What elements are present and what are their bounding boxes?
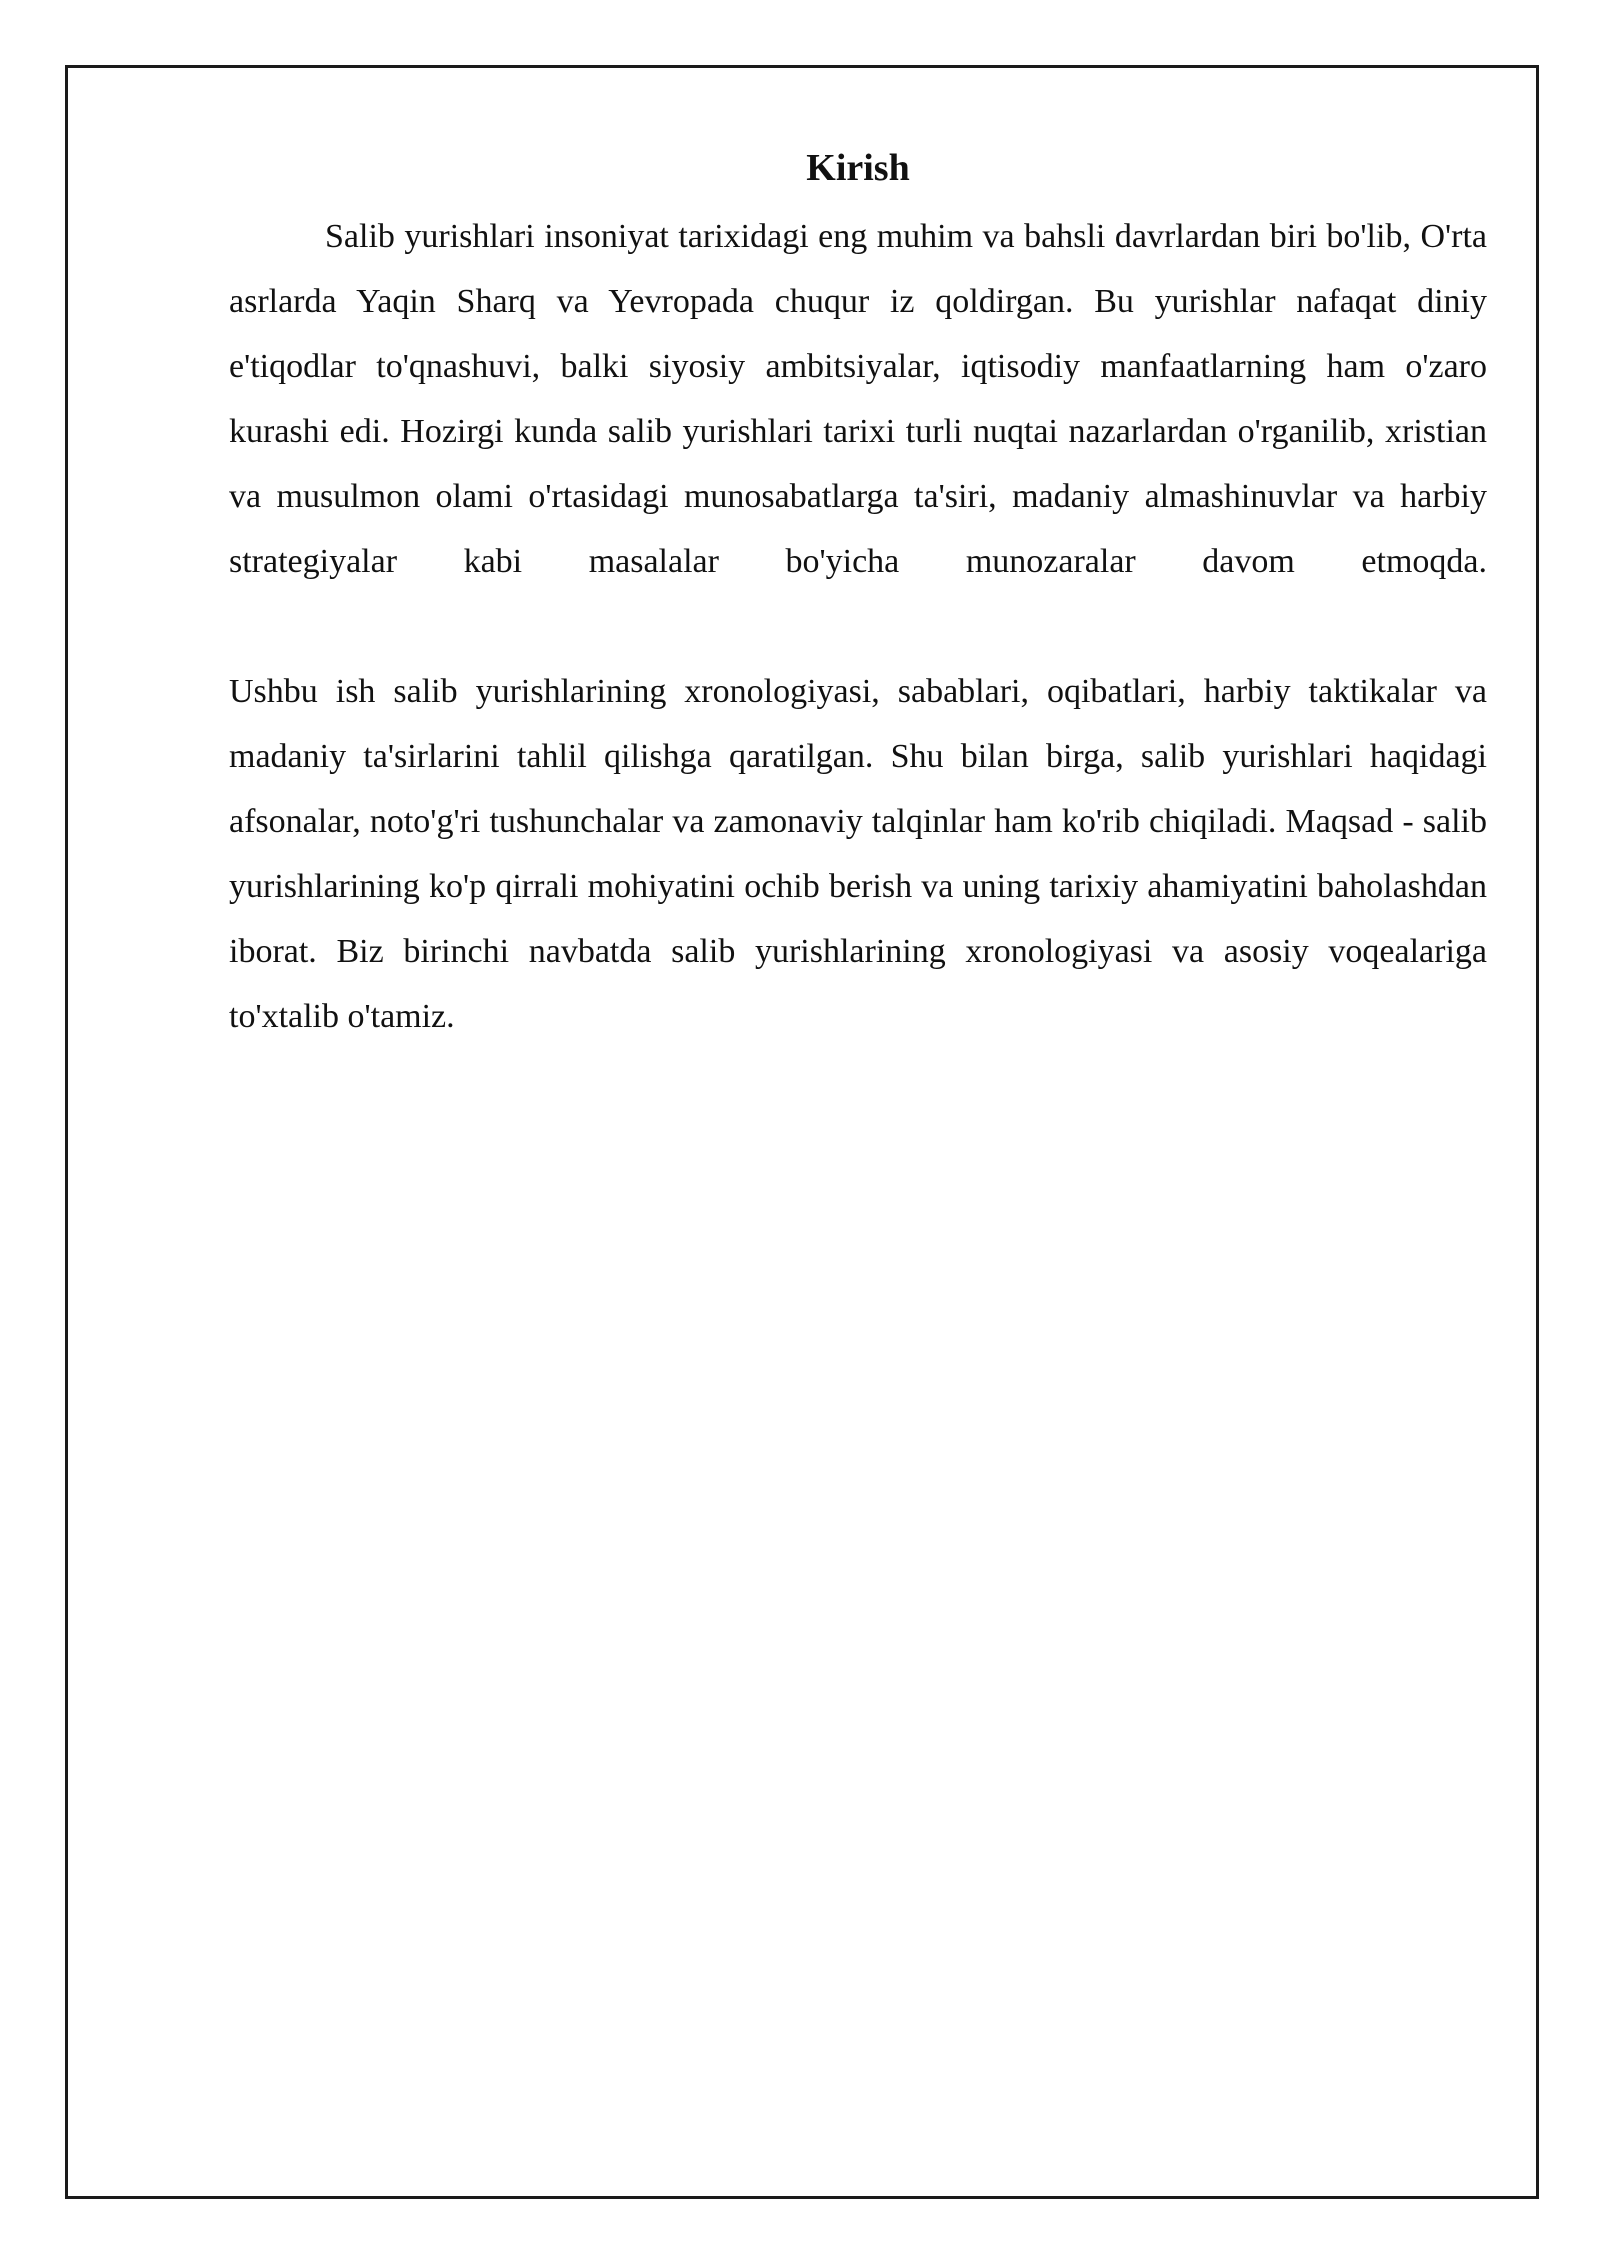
paragraph-2: Ushbu ish salib yurishlarining xronologiyasi, sabablari, oqibatlari, harbiy taktikalar va madaniy ta'sirlarini tahlil qilishga qaratilgan. Shu bilan birga, salib yurishlari haqidagi afsonalar, noto'g'ri tushunchalar va zamonaviy talqinlar ham ko'rib chiqiladi. Maqsad - salib yurishlarining ko'p qirrali mohiyatini ochib berish va uning tarixiy ahamiyatini baholashdan iborat. Biz birinchi navbatda salib yurishlarining xronologiyasi va asosiy voqealariga to'xtalib o'tamiz. [229, 673, 1487, 1035]
paragraph-1: Salib yurishlari insoniyat tarixidagi eng muhim va bahsli davrlardan biri bo'lib, O'rta asrlarda Yaqin Sharq va Yevropada chuqur iz qoldirgan. Bu yurishlar nafaqat diniy e'tiqodlar to'qnashuvi, balki siyosiy ambitsiyalar, iqtisodiy manfaatlarning ham o'zaro kurashi edi. Hozirgi kunda salib yurishlari tarixi turli nuqtai nazarlardan o'rganilib, xristian va musulmon olami o'rtasidagi munosabatlarga ta'siri, madaniy almashinuvlar va harbiy strategiyalar kabi masalalar bo'yicha munozaralar davom etmoqda. [229, 218, 1487, 580]
paragraph-spacer [229, 594, 1487, 659]
document-title: Kirish [806, 147, 910, 189]
document-body [229, 140, 1487, 1049]
